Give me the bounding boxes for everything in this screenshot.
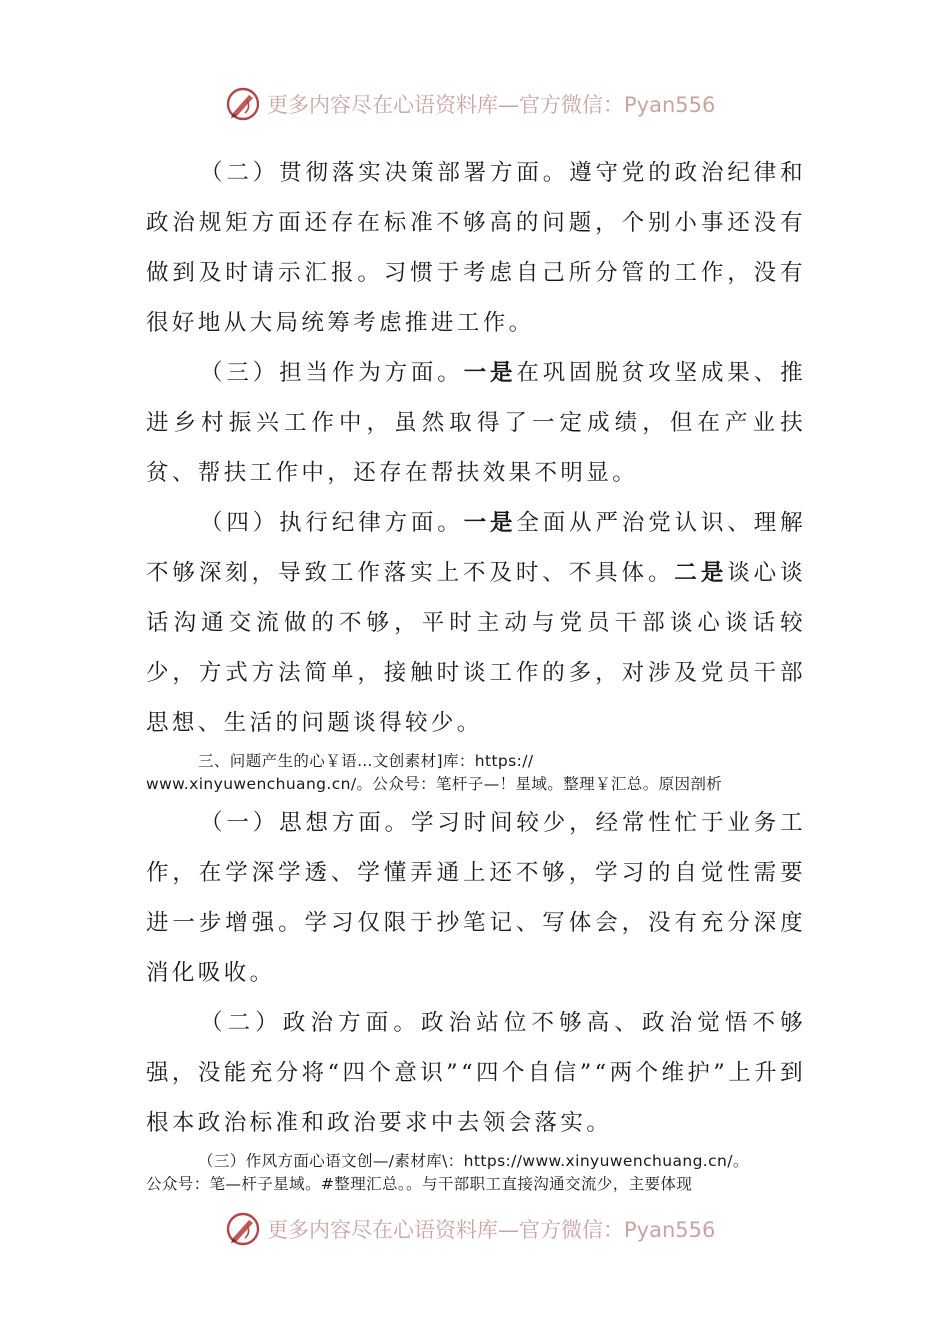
paragraph-discipline bbox=[146, 498, 806, 748]
paragraph-lead: （三）担当作为方面。 bbox=[200, 360, 464, 386]
bold-marker: 一是 bbox=[463, 510, 517, 536]
subsection-line: 公众号：笔—杆子星域。#整理汇总。。与干部职工直接沟通交流少，主要体现 bbox=[146, 1175, 693, 1193]
pen-logo-icon bbox=[225, 1211, 261, 1247]
pen-logo-icon bbox=[225, 86, 261, 122]
paragraph-text: 谈心谈话沟通交流做的不够，平时主动与党员干部谈心谈话较少，方式方法简单，接触时谈工作的多，对涉及党员干部思想、生活的问题谈得较少。 bbox=[146, 560, 806, 736]
paragraph-text: 全面从严治党认识、理解不够深刻，导致工作落实上不及时、不具体。 bbox=[146, 510, 806, 586]
section-heading-watermark bbox=[146, 750, 806, 796]
section-heading-line: 三、问题产生的心￥语…文创素材]库：https:// bbox=[198, 752, 534, 770]
paragraph-thought: （一）思想方面。学习时间较少，经常性忙于业务工作，在学深学透、学懂弄通上还不够，学习的自觉性需要进一步增强。学习仅限于抄笔记、写体会，没有充分深度消化吸收。 bbox=[146, 810, 806, 986]
bold-marker: 一是 bbox=[463, 360, 517, 386]
paragraph-text: 在巩固脱贫攻坚成果、推进乡村振兴工作中，虽然取得了一定成绩，但在产业扶贫、帮扶工作中，还存在帮扶效果不明显。 bbox=[146, 360, 806, 486]
paragraph-lead: （四）执行纪律方面。 bbox=[200, 510, 464, 536]
document-body bbox=[146, 148, 806, 1196]
banner-text: 更多内容尽在心语资料库—官方微信：Pyan556 bbox=[267, 1218, 716, 1242]
subsection-line: （三）作风方面心语文创—/素材库\：https://www.xinyuwenchuang.cn/。 bbox=[198, 1152, 749, 1170]
footer-watermark-banner bbox=[0, 1207, 950, 1251]
paragraph-politics: （二）政治方面。政治站位不够高、政治觉悟不够强，没能充分将“四个意识”“四个自信”“两个维护”上升到根本政治标准和政治要求中去领会落实。 bbox=[146, 1010, 806, 1136]
section-heading-line: www.xinyuwenchuang.cn/。公众号：笔杆子—！星域。整理￥汇总。原因剖析 bbox=[146, 775, 723, 793]
subsection-watermark bbox=[146, 1150, 806, 1196]
paragraph-implementation: （二）贯彻落实决策部署方面。遵守党的政治纪律和政治规矩方面还存在标准不够高的问题，个别小事还没有做到及时请示汇报。习惯于考虑自己所分管的工作，没有很好地从大局统筹考虑推进工作。 bbox=[146, 160, 806, 336]
header-watermark-banner bbox=[0, 82, 950, 126]
paragraph-responsibility bbox=[146, 348, 806, 498]
banner-text: 更多内容尽在心语资料库—官方微信：Pyan556 bbox=[267, 93, 716, 117]
bold-marker: 二是 bbox=[674, 560, 728, 586]
